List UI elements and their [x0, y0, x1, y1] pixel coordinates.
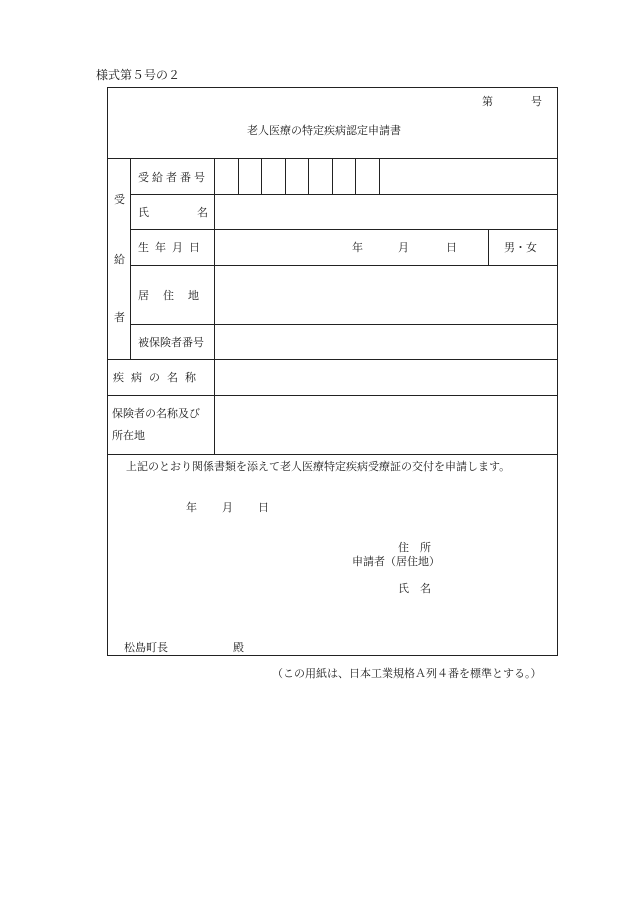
digit-box-divider	[355, 158, 356, 194]
divider-insured	[107, 359, 558, 360]
addressee-name: 松島町長	[124, 641, 168, 654]
address-label: 居住地	[138, 289, 213, 302]
sex-choice: 男・女	[504, 241, 537, 254]
birth-month: 月	[398, 241, 409, 254]
divider-insurer	[107, 454, 558, 455]
addressee-honorific: 殿	[233, 641, 244, 654]
digit-box-divider	[238, 158, 239, 194]
insurer-label-line2: 所在地	[112, 429, 145, 442]
applicant-name-label: 氏 名	[398, 582, 431, 595]
digit-box-divider	[308, 158, 309, 194]
divider-birth	[130, 265, 558, 266]
date-month: 月	[222, 501, 233, 514]
birthdate-label: 生年月日	[138, 241, 206, 254]
vline-sex	[488, 229, 489, 265]
paper-size-footnote: （この用紙は、日本工業規格Ａ列４番を標準とする。）	[272, 667, 542, 680]
name-label: 氏	[138, 206, 149, 219]
form-number: 様式第５号の２	[96, 68, 181, 82]
divider-address	[130, 324, 558, 325]
applicant-address-label: 住 所	[398, 541, 431, 554]
recipient-group-label-3: 者	[114, 311, 125, 324]
date-day: 日	[258, 501, 269, 514]
disease-name-label: 疾病の名称	[113, 371, 203, 384]
insured-number-label: 被保険者番号	[138, 336, 204, 349]
recipient-group-label-1: 受	[114, 193, 125, 206]
digit-box-divider	[261, 158, 262, 194]
header-go: 号	[531, 95, 542, 108]
divider-number	[130, 194, 558, 195]
applicant-label: 申請者（居住地）	[352, 555, 440, 568]
recipient-number-label: 受給者番号	[138, 171, 208, 184]
birth-day: 日	[446, 241, 457, 254]
form-title: 老人医療の特定疾病認定申請書	[247, 124, 401, 137]
digit-box-divider	[285, 158, 286, 194]
recipient-group-label-2: 給	[114, 253, 125, 266]
vline-label-column	[214, 158, 215, 454]
vline-recipient-group	[130, 158, 131, 359]
name-label-2: 名	[197, 206, 208, 219]
digit-box-divider	[332, 158, 333, 194]
divider-disease	[107, 395, 558, 396]
insurer-label-line1: 保険者の名称及び	[112, 407, 200, 420]
birth-year: 年	[352, 241, 363, 254]
application-statement: 上記のとおり関係書類を添えて老人医療特定疾病受療証の交付を申請します。	[126, 460, 511, 473]
divider-name	[130, 229, 558, 230]
header-dai: 第	[482, 95, 493, 108]
digit-box-divider	[379, 158, 380, 194]
date-year: 年	[186, 501, 197, 514]
